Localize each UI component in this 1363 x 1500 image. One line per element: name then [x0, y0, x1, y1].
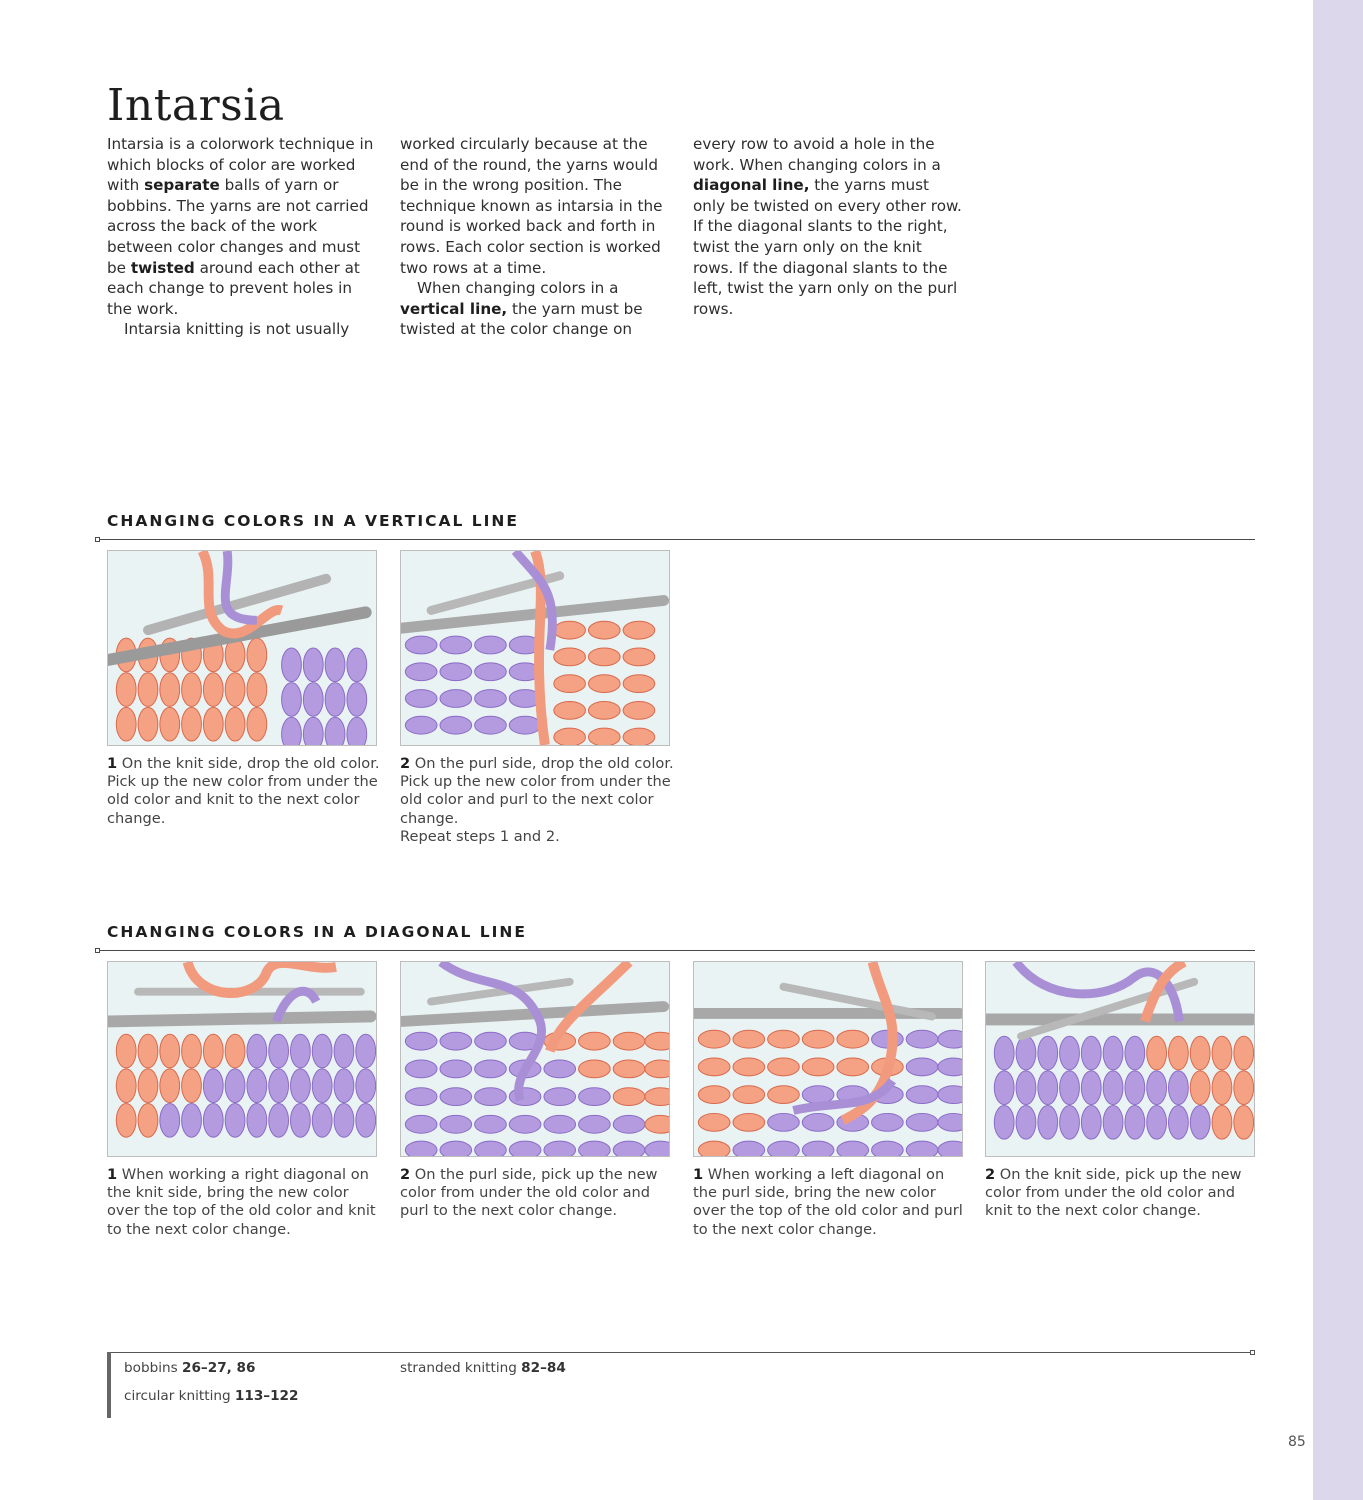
xref-circular-knitting[interactable]: circular knitting 113–122 [124, 1388, 299, 1404]
step-number: 1 [107, 755, 118, 772]
section-heading-diagonal: CHANGING COLORS IN A DIAGONAL LINE [107, 923, 527, 941]
section-rule [97, 950, 1255, 951]
illustration-left-diagonal-knit-side [985, 961, 1255, 1157]
step-number: 2 [985, 1166, 996, 1183]
rule-end-marker [95, 537, 100, 542]
intro-paragraph: worked circularly because at the end of the round, the yarns would be in the wrong position. The technique known as intarsia in the round is worked back and forth in rows. Each color section is worked two rows at a time. [400, 135, 663, 277]
intro-column-1 [107, 134, 379, 340]
rule-end-marker [1250, 1350, 1255, 1355]
cross-reference-box [107, 1352, 1255, 1418]
caption-left-diagonal-step-1: 1 When working a left diagonal on the purl side, bring the new color over the top of the old color and purl to the next color change. [693, 1166, 963, 1238]
step-number: 2 [400, 1166, 411, 1183]
xref-stranded-knitting[interactable]: stranded knitting 82–84 [400, 1360, 566, 1376]
caption-right-diagonal-step-2: 2 On the purl side, pick up the new color from under the old color and purl to the next color change. [400, 1166, 658, 1220]
intro-paragraph: Intarsia knitting is not usually [124, 320, 350, 339]
illustration-right-diagonal-knit-side [107, 961, 377, 1157]
caption-vertical-step-1: 1 On the knit side, drop the old color. Pick up the new color from under the old color and knit to the next color change. [107, 755, 380, 827]
caption-left-diagonal-step-2: 2 On the knit side, pick up the new color from under the old color and knit to the next color change. [985, 1166, 1242, 1220]
caption-right-diagonal-step-1: 1 When working a right diagonal on the knit side, bring the new color over the top of the old color and knit to the next color change. [107, 1166, 376, 1238]
intro-paragraph: When changing colors in a vertical line, the yarn must be twisted at the color change on [400, 279, 643, 339]
step-number: 2 [400, 755, 411, 772]
illustration-vertical-knit-side [107, 550, 377, 746]
intro-column-3 [693, 134, 965, 319]
illustration-vertical-purl-side [400, 550, 670, 746]
caption-vertical-step-2: 2 On the purl side, drop the old color. Pick up the new color from under the old color and purl to the next color change. Repeat steps 1 and 2. [400, 755, 674, 845]
side-color-band [1313, 0, 1363, 1500]
section-heading-vertical: CHANGING COLORS IN A VERTICAL LINE [107, 512, 519, 530]
page-title: Intarsia [107, 80, 285, 131]
rule-end-marker [95, 948, 100, 953]
repeat-note: Repeat steps 1 and 2. [400, 827, 560, 845]
step-number: 1 [107, 1166, 118, 1183]
illustration-left-diagonal-purl-side [693, 961, 963, 1157]
page-number: 85 [1288, 1434, 1306, 1450]
xref-side-bar [107, 1352, 111, 1418]
intro-paragraph: Intarsia is a colorwork technique in which blocks of color are worked with separate balls of yarn or bobbins. The yarns are not carried across the back of the work between color changes and must be twisted around each other at each change to prevent holes in the work. [107, 135, 374, 318]
xref-bobbins[interactable]: bobbins 26–27, 86 [124, 1360, 256, 1376]
intro-column-2 [400, 134, 672, 340]
step-number: 1 [693, 1166, 704, 1183]
intro-paragraph: every row to avoid a hole in the work. When changing colors in a diagonal line, the yarns must only be twisted on every other row. If the diagonal slants to the right, twist the yarn only on the knit rows. If the diagonal slants to the left, twist the yarn only on the purl rows. [693, 135, 962, 318]
xref-rule [107, 1352, 1252, 1353]
illustration-right-diagonal-purl-side [400, 961, 670, 1157]
section-rule [97, 539, 1255, 540]
